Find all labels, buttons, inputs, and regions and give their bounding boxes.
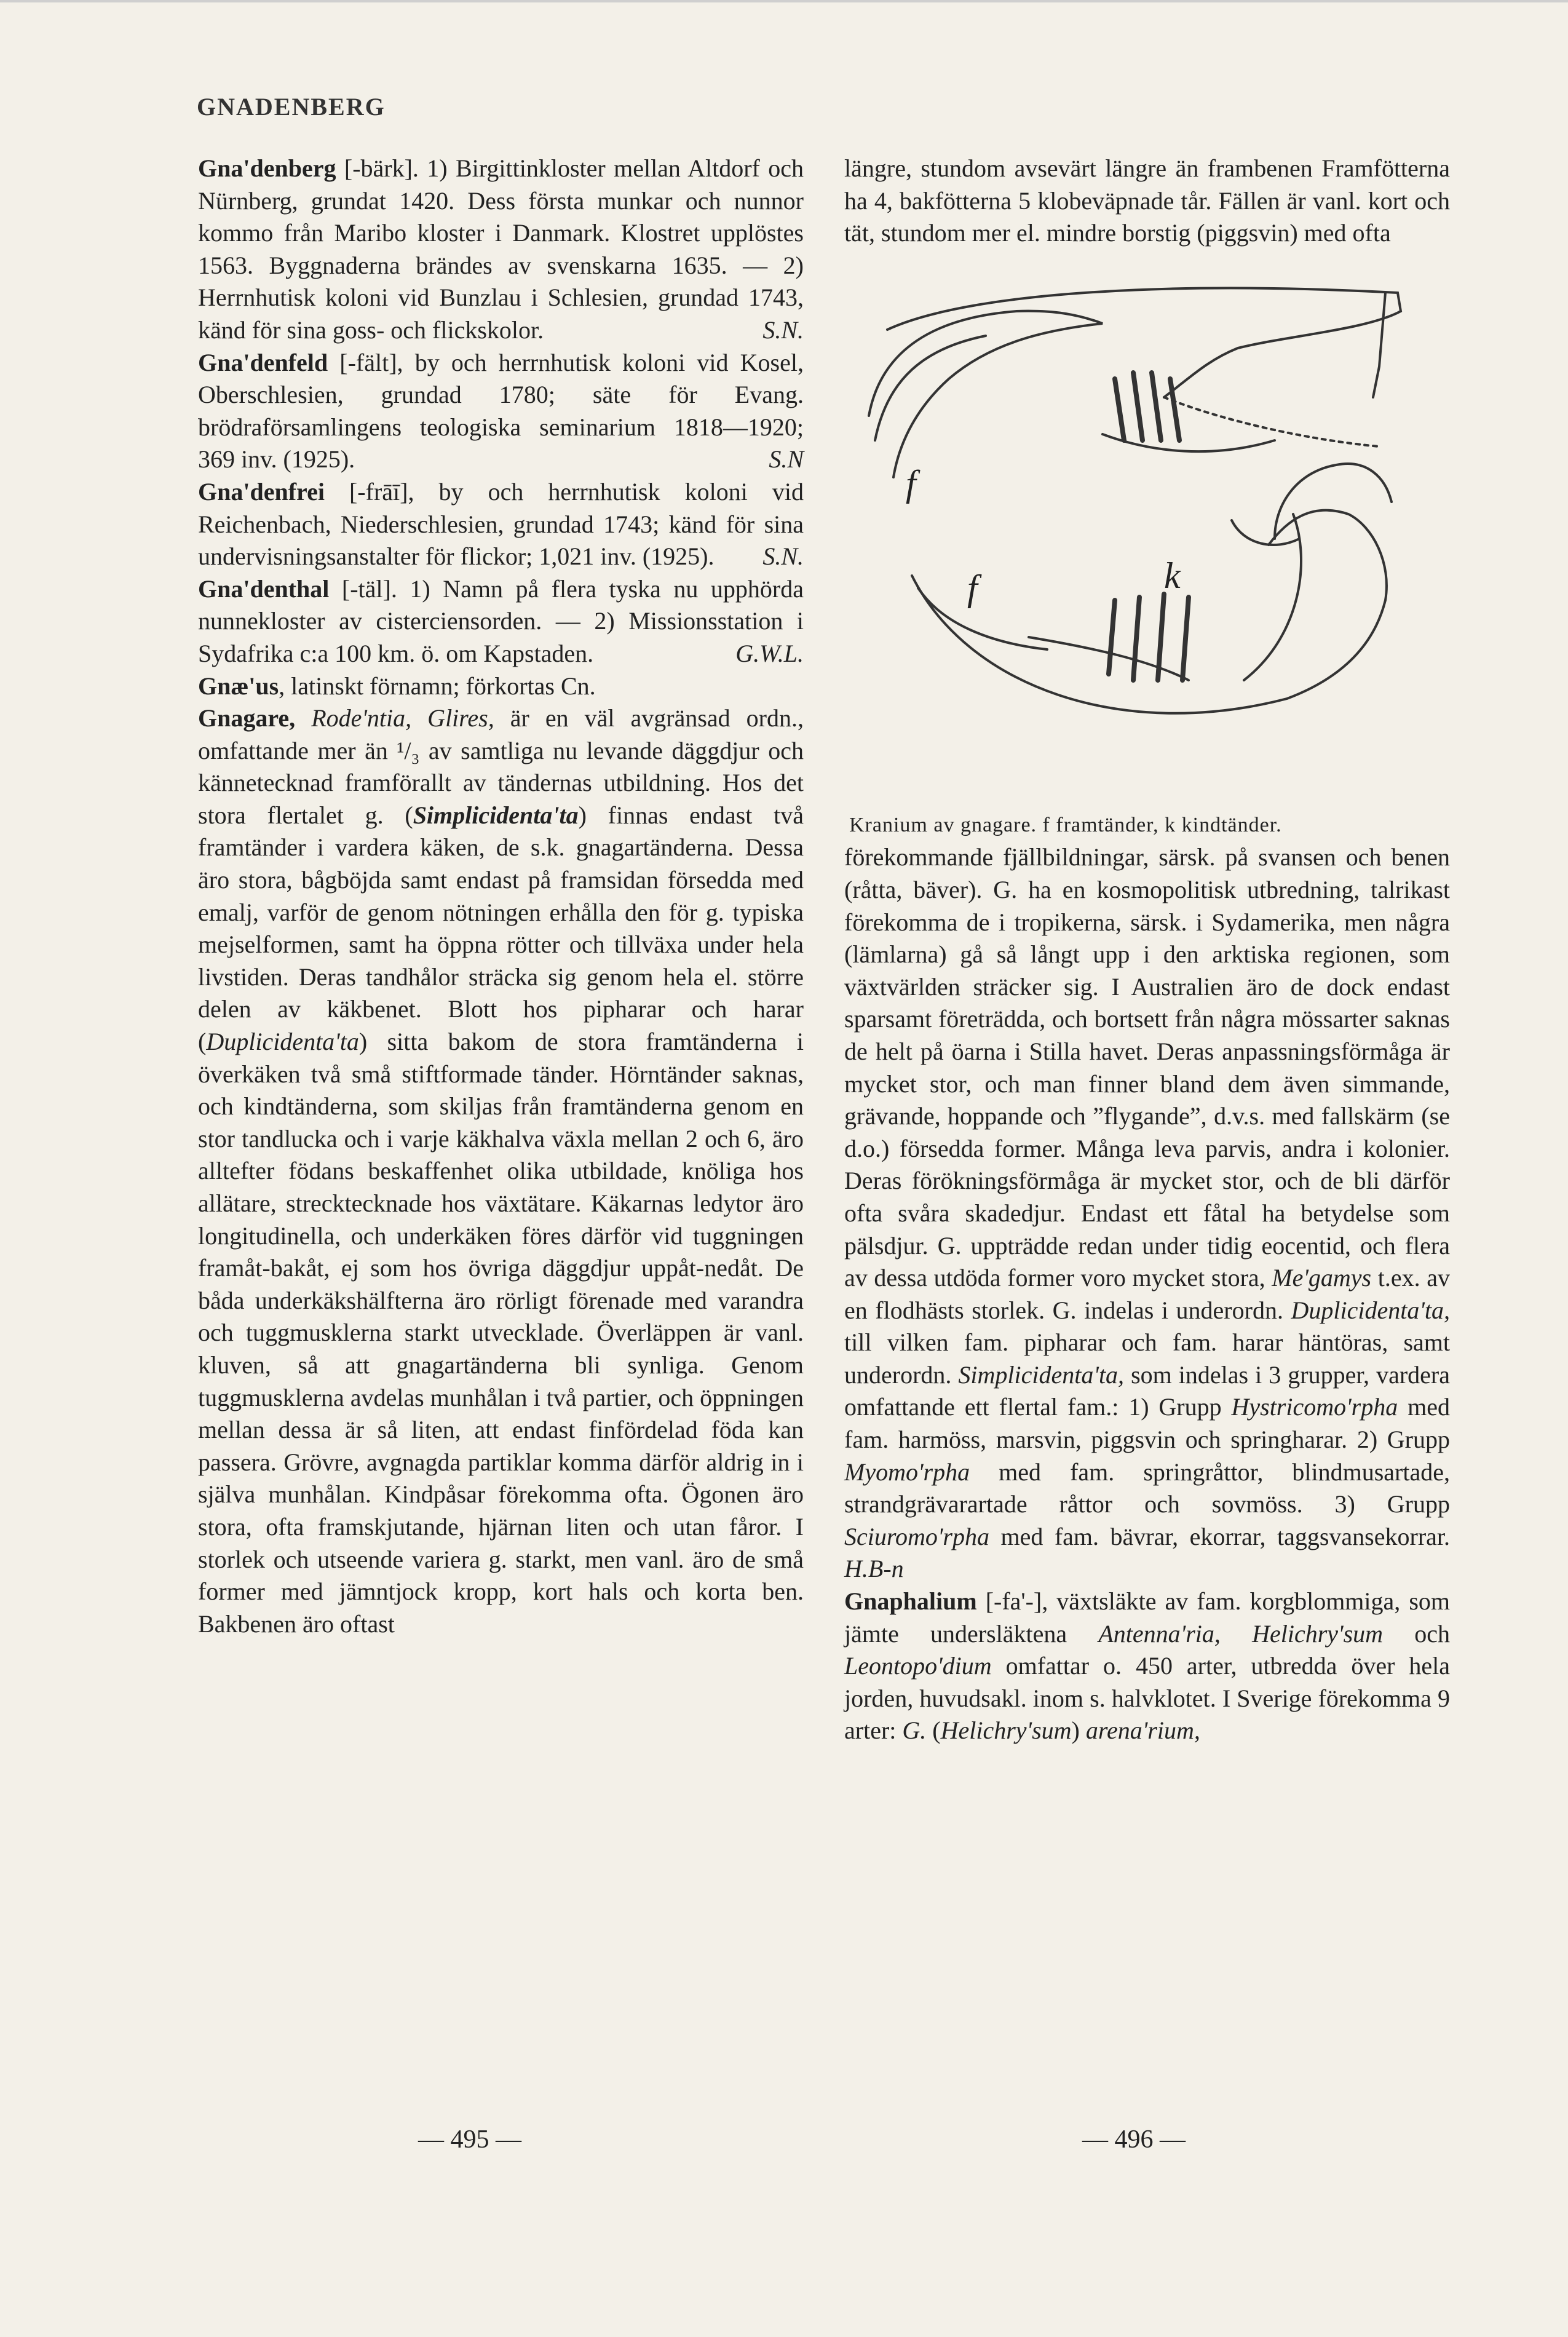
author-signature: G.W.L. [735, 639, 804, 667]
entry-text: med fam. bävrar, ekorrar, taggsvansekorrar. [989, 1522, 1450, 1550]
entry-gnaeus [198, 670, 804, 703]
entry-text: och [1383, 1619, 1450, 1648]
entry-text: med fam. springråttor, blindmusartade, strandgrävarartade råttor och sovmöss. 3) Grupp [844, 1458, 1450, 1518]
label-k: k [1164, 555, 1181, 596]
entry-text: [-frāī], by och herrnhutisk koloni vid Reichenbach, Niederschlesien, grundad 1743; känd för sina undervisningsanstalter för flickor; 1,021 inv. (1925). [198, 477, 804, 571]
entry-text: [-fält], by och herrnhutisk koloni vid Kosel, Oberschlesien, grundad 1780; säte för Evang. brödraförsamlingens teologiska seminarium 1818—1920; 369 inv. (1925). [198, 348, 804, 474]
entry-gnadenthal [198, 573, 804, 670]
gnagare-continued-2 [844, 841, 1450, 1585]
skull-back [1373, 293, 1385, 397]
headword: Gna'denfrei [198, 477, 325, 506]
headword: Gna'denberg [198, 154, 336, 182]
rodent-skull-figure [844, 256, 1450, 809]
label-f-lower: f [967, 567, 978, 608]
lower-jaw [912, 510, 1387, 713]
author-signature: H.B-n [844, 1555, 904, 1583]
latin-term: Helichry'sum [940, 1716, 1072, 1745]
latin-name: Rode'ntia, Glires, [311, 704, 494, 732]
lower-molars [1109, 594, 1189, 680]
latin-term: Myomo'rpha [844, 1458, 970, 1486]
entry-text: t.ex. av en flodhästs storlek. G. indelas i underordn. [844, 1264, 1450, 1324]
author-signature: S.N [769, 445, 804, 474]
gnagare-continued: längre, stundom avsevärt längre än frambenen Framfötterna ha 4, bakfötterna 5 klobeväpnade tår. Fällen är vanl. kort och tät, stundom mer el. mindre borstig (piggsvin) med ofta [844, 154, 1450, 247]
headword: Gna'denfeld [198, 348, 328, 376]
upper-molars [1115, 373, 1179, 440]
entry-text: [-täl]. 1) Namn på flera tyska nu upphörda nunnekloster av cisterciensorden. — 2) Missionsstation i Sydafrika c:a 100 km. ö. om Kapstaden. [198, 574, 804, 667]
page-number-left: — 495 — [418, 2125, 521, 2154]
left-column [198, 153, 804, 1640]
entry-text: [-fa'-], växtsläkte av fam. korgblommiga, som jämte undersläktena [844, 1587, 1450, 1648]
headword: Gnaphalium [844, 1587, 977, 1616]
lower-jaw-inner [918, 588, 1047, 649]
entry-gnadenberg [198, 153, 804, 347]
jaw-condyle [1275, 464, 1392, 539]
latin-term: Me'gamys [1272, 1264, 1372, 1292]
latin-term: Leontopo'dium [844, 1652, 992, 1680]
headword: Gnagare, [198, 704, 296, 732]
author-signature: S.N. [762, 315, 804, 344]
entry-text: ( [926, 1716, 941, 1745]
latin-term: Duplicidenta'ta, [1291, 1296, 1450, 1324]
label-f-upper: f [906, 462, 916, 504]
latin-term: Antenna'ria, Helichry'sum [1098, 1619, 1384, 1648]
author-signature: S.N. [762, 542, 804, 571]
entry-text: [-bärk]. 1) Birgittinkloster mellan Altdorf och Nürnberg, grundat 1420. Dess första munkar och nunnor kommo från Maribo kloster i Danmark. Klostret upplöstes 1563. Byggnaderna brändes av svenskarna 1635. — 2) Herrnhutisk koloni vid Bunzlau i Schlesien, grundad 1743, känd för sina goss- och flickskolor. [198, 154, 804, 344]
right-column [844, 153, 1450, 1747]
headword: Gnæ'us [198, 672, 279, 700]
entry-gnadenfrei [198, 476, 804, 573]
entry-text: som indelas i 3 grupper, vardera omfattande ett flertal fam.: 1) Grupp [844, 1360, 1450, 1421]
skull-outline [887, 288, 1401, 397]
running-head: GNADENBERG [197, 93, 386, 121]
headword: Gna'denthal [198, 574, 330, 603]
latin-term: Hystricomo'rpha [1231, 1393, 1398, 1421]
entry-text: ) sitta bakom de stora framtänderna i överkäken två små stiftformade tänder. Hörntänder saknas, och kindtänderna, som skiljas från framtänderna genom en stor tandlucka och i varje käkhalva växla mellan 2 och 6, äro alltefter födans beskaffenhet olika utbildade, knöliga hos allätare, strecktecknade hos växtätare. Käkarnas ledytor äro longitudinella, och underkäken föres därför vid tuggningen framåt-bakåt, ej som hos övriga däggdjur uppåt-nedåt. De båda underkäkshälfterna äro rörligt förenade med varandra och tuggmusklerna starkt utvecklade. Överläppen är vanl. kluven, så att gnagartänderna bli synliga. Genom tuggmusklerna avdelas munhålan i två partier, och öppningen mellan dessa är så liten, att endast finfördelad föda kan passera. Grövre, avgnagda partiklar komma därför aldrig in i själva munhålan. Kindpåsar förekomma ofta. Ögonen äro stora, ofta framskjutande, hjärnan liten och utan fåror. I storlek och utseende variera g. starkt, men vanl. äro de små former med jämntjock kropp, kort hals och korta ben. Bakbenen äro oftast [198, 1028, 804, 1638]
entry-text: med fam. harmöss, marsvin, piggsvin och springharar. 2) Grupp [844, 1393, 1450, 1454]
page-top-edge [0, 0, 1568, 2]
latin-term: Duplicidenta'ta [206, 1028, 359, 1056]
latin-term: arena'rium, [1085, 1716, 1200, 1745]
entry-text: ) finnas endast två framtänder i vardera käken, de s.k. gnagartänderna. Dessa äro stora, bågböjda samt endast på framsidan försedda med emalj, varför de genom nötningen erhålla den för g. typiska mejselformen, samt ha öppna rötter och tillväxa under hela livstiden. Deras tandhålor sträcka sig genom hela el. större delen av käkbenet. Blott hos pipharar och harar ( [198, 801, 804, 1056]
skull-dotted-line [1164, 397, 1379, 446]
latin-term: G. [902, 1716, 927, 1745]
entry-text: förekommande fjällbildningar, särsk. på svansen och benen (råtta, bäver). G. ha en kosmopolitisk utbredning, talrikast förekomma de i tropikerna, särsk. i Sydamerika, men några (lämlarna) gå så långt upp i den arktiska regionen, som växtvärlden sträcker sig. I Australien äro de dock endast sparsamt företrädda, och bortsett från några mössarter saknas de helt på öarna i Stilla havet. Deras anpassningsförmåga är mycket stor, och man finner bland dem även simmande, grävande, hoppande och ”flygande”, d.v.s. med fallskärm (se d.o.) försedda former. Många leva parvis, andra i kolonier. Deras förökningsförmåga är mycket stor, och de bli därför ofta svåra skadedjur. Endast ett fåtal ha betydelse som pälsdjur. G. uppträdde redan under tidig eocentid, och flera av dessa utdöda former voro mycket stora, [844, 843, 1450, 1292]
skull-illustration [844, 256, 1450, 809]
entry-text: , latinskt förnamn; förkortas Cn. [279, 672, 596, 700]
figure-caption: Kranium av gnagare. f framtänder, k kindtänder. [849, 813, 1282, 836]
page-number-right: — 496 — [1082, 2125, 1186, 2154]
maxilla-edge [1103, 434, 1275, 451]
latin-term: Simplicidenta'ta, [958, 1360, 1125, 1389]
entry-gnagare [198, 702, 804, 1640]
latin-term: Sciuromo'rpha [844, 1522, 989, 1550]
entry-text: är en väl avgränsad ordn., omfattande mer än ¹/₃ av samtliga nu levande däggdjur och kännetecknad framförallt av tändernas utbildning. Hos det stora flertalet g. ( [198, 704, 804, 829]
upper-incisor-inner [875, 336, 986, 440]
entry-gnaphalium [844, 1585, 1450, 1747]
entry-text: omfattar o. 450 arter, utbredda över hela jorden, huvudsakl. inom s. halvklotet. I Sverige förekomma 9 arter: [844, 1652, 1450, 1745]
entry-gnadenfeld [198, 347, 804, 476]
latin-term: Simplicidenta'ta [413, 801, 579, 829]
entry-text: till vilken fam. pipharar och fam. harar häntöras, samt underordn. [844, 1328, 1450, 1389]
entry-text: ) [1071, 1716, 1086, 1745]
